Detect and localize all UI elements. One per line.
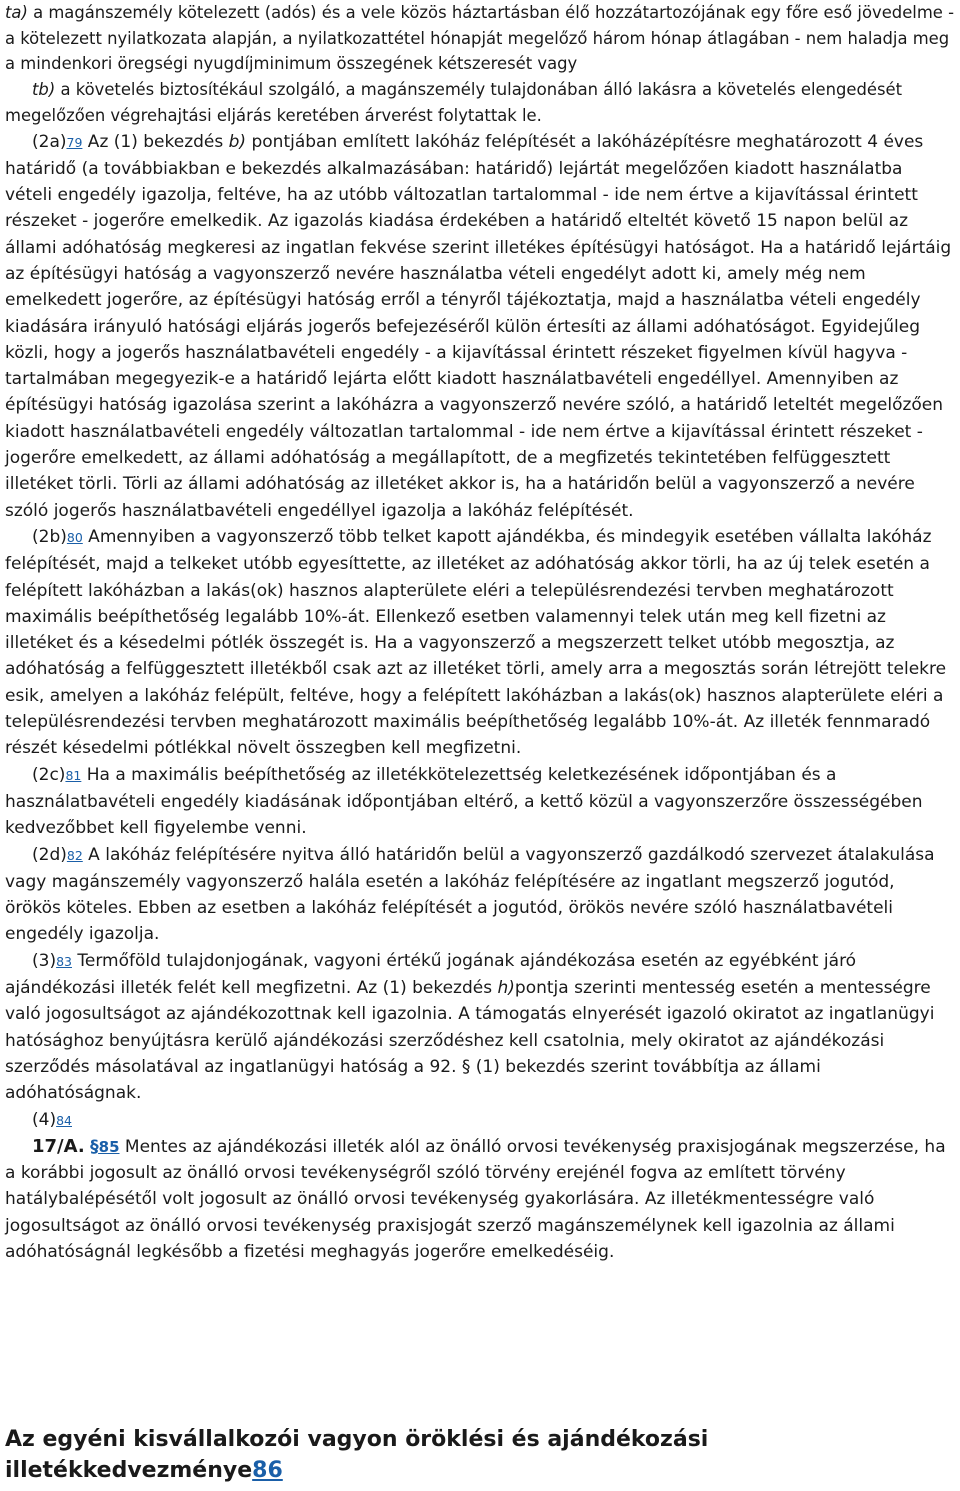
paragraph-3-point-h: h) bbox=[497, 978, 515, 999]
item-tb-label: tb) bbox=[32, 80, 56, 100]
paragraph-2c-label: (2c) bbox=[32, 764, 66, 785]
paragraph-2a-text-before: Az (1) bekezdés bbox=[82, 131, 229, 152]
item-ta-text: a magánszemély kötelezett (adós) és a vele közös háztartásban élő hozzátartozójának egy főre eső jövedelme - a kötelezett nyilatkozata alapján, a nyilatkozattétel hónapját megelőző három hónap átlagában - nem haladja meg a mindenkori öregségi nyugdíjminimum összegének kétszeresét vagy bbox=[5, 3, 955, 74]
footnote-link-81[interactable]: 81 bbox=[65, 767, 82, 783]
item-ta-label: ta) bbox=[5, 3, 28, 22]
paragraph-3 bbox=[5, 948, 954, 1107]
footnote-link-85[interactable]: 85 bbox=[98, 1137, 120, 1156]
footnote-link-86[interactable]: 86 bbox=[252, 1458, 283, 1483]
footnote-link-80[interactable]: 80 bbox=[66, 529, 83, 545]
paragraph-2a-point-b: b) bbox=[228, 131, 247, 152]
paragraph-2d-label: (2d) bbox=[32, 844, 67, 865]
footnote-link-84[interactable]: 84 bbox=[56, 1112, 72, 1128]
paragraph-3-label: (3) bbox=[32, 950, 57, 971]
item-tb bbox=[5, 77, 954, 128]
paragraph-2b-text: Amennyiben a vagyonszerző több telket kapott ajándékba, és mindegyik esetében vállalta lakóház felépítését, majd a telkeket utóbb egyesíttette, az illetéket az adóhatóság akkor törli, ha az új telek esetén a felépített lakóházban a lakás(ok) hasznos alapterülete eléri a településrendezési tervben meghatározott maximális beépíthetőség legalább 10%-át. Ellenkező esetben valamennyi telek után meg kell fizetni az illetéket és a késedelmi pótlék összegét is. Ha a vagyonszerző a megszerzett telket utóbb megosztja, az adóhatóság a felfüggesztett illetékből csak azt az illetéket törli, amely arra a megosztás során létrejött telekre esik, amelyen a lakóház felépült, feltéve, hogy a felépített lakóházban a lakás(ok) hasznos alapterülete eléri a településrendezési tervben meghatározott maximális beépíthetőség legalább 10%-át. Az illeték fennmaradó részét késedelmi pótlékkal növelt összegben kell megfizetni. bbox=[5, 526, 947, 759]
footnote-link-79[interactable]: 79 bbox=[66, 134, 83, 150]
paragraph-2a bbox=[5, 129, 954, 524]
paragraph-3-text: pontja szerinti mentesség esetén a mentességre való jogosultságot az ajándékozottnak kell igazolnia. A támogatás elnyerését igazoló okiratot az ingatlanügyi hatósághoz benyújtásra kerülő ajándékozási szerződéshez kell csatolnia, mely okiratot az ajándékozási szerződés másolatával az ingatlanügyi hatóság a 92. § (1) bekezdés szerint továbbítja az állami adóhatóságnak. bbox=[5, 978, 935, 1104]
section-17a bbox=[5, 1134, 954, 1265]
paragraph-4 bbox=[5, 1107, 954, 1134]
paragraph-2a-label: (2a) bbox=[32, 131, 67, 152]
footnote-link-82[interactable]: 82 bbox=[66, 847, 83, 863]
paragraph-2a-text: pontjában említett lakóház felépítését a lakóházépítésre meghatározott 4 éves határidő (a továbbiakban e bekezdés alkalmazásában: határidő) lejártát megelőzően kiadott használatba vételi engedély igazolja, feltéve, ha az utóbb változatlan tartalommal - ide nem értve a kijavítással érintett részeket - jogerőre emelkedik. Az igazolás kiadása érdekében a határidő elteltét követő 15 napon belül az állami adóhatóság megkeresi az ingatlan fekvése szerint illetékes építésügyi hatóságot. Ha a határidő lejártáig az építésügyi hatóság a vagyonszerző nevére használatba vételi engedélyt adott ki, amely még nem emelkedett jogerőre, az építésügyi hatóság erről a tényről tájékoztatja, majd a használatba vételi engedély kiadására irányuló hatósági eljárás jogerős befejezéséről külön értesíti az állami adóhatóságot. Egyidejűleg közli, hogy a jogerős használatbavételi engedély - a kijavítással érintett részeket figyelmen kívül hagyva - tartalmában megegyezik-e a határidő lejárta előtt kiadott használatbavételi engedéllyel. Amennyiben az építésügyi hatóság igazolása szerint a lakóházra a vagyonszerző nevére szóló, a határidő leteltét megelőzően kiadott használatbavételi engedély változatlan tartalommal - ide nem értve a kijavítással érintett részeket - jogerőre emelkedett, az állami adóhatóság a megállapított, de a megfizetés tekintetében felfüggesztett illetéket törli. Törli az állami adóhatóság az illetéket akkor is, ha a határidőn belül a vagyonszerző a nevére szóló jogerős használatbavételi engedéllyel igazolja a lakóház felépítését. bbox=[5, 131, 952, 521]
item-ta bbox=[5, 0, 954, 77]
paragraph-2d-text: A lakóház felépítésére nyitva álló határidőn belül a vagyonszerző gazdálkodó szervezet átalakulása vagy magánszemély vagyonszerző halála esetén a lakóház felépítésére az ingatlant megszerző jogutód, örökös köteles. Ebben az esetben a lakóház felépítését a jogutód, örökös nevére szóló használatbavételi engedély igazolja. bbox=[5, 844, 935, 945]
subsection-heading bbox=[5, 1424, 935, 1486]
section-sign-link[interactable]: § bbox=[90, 1136, 99, 1157]
section-17a-text: Mentes az ajándékozási illeték alól az önálló orvosi tevékenység praxisjogának megszerzése, ha a korábbi jogosult az önálló orvosi tevékenységről szóló törvény erejénél fogva az említett törvény hatálybalépésétől volt jogosult az önálló orvosi tevékenység gyakorlására. Az illetékmentességre való jogosultságot az önálló orvosi tevékenység praxisjogát szerző magánszemélynek kell igazolnia az állami adóhatóságnál legkésőbb a fizetési meghagyás jogerőre emelkedéséig. bbox=[5, 1136, 946, 1262]
paragraph-2c bbox=[5, 762, 954, 842]
paragraph-4-label: (4) bbox=[32, 1109, 57, 1130]
paragraph-3-text-before: Termőföld tulajdonjogának, vagyoni értékű jogának ajándékozása esetén az egyébként járó ajándékozási illeték felét kell megfizetni. Az (1) bekezdés bbox=[5, 950, 857, 999]
paragraph-2b bbox=[5, 524, 954, 762]
paragraph-2c-text: Ha a maximális beépíthetőség az illetékkötelezettség keletkezésének időpontjában és a használatbavételi engedély kiadásának időpontjában eltérő, a kettő közül a vagyonszerzőre összességében kedvezőbbet kell figyelembe venni. bbox=[5, 764, 923, 839]
item-tb-text: a követelés biztosítékául szolgáló, a magánszemély tulajdonában álló lakásra a követelés elengedését megelőzően végrehajtási eljárás keretében árverést folytattak le. bbox=[5, 80, 903, 125]
paragraph-2b-label: (2b) bbox=[32, 526, 67, 547]
paragraph-2d bbox=[5, 842, 954, 948]
subsection-heading-text: Az egyéni kisvállalkozói vagyon öröklési és ajándékozási illetékkedvezménye bbox=[5, 1427, 709, 1483]
section-17a-number: 17/A. bbox=[32, 1135, 85, 1157]
footnote-link-83[interactable]: 83 bbox=[56, 953, 72, 969]
